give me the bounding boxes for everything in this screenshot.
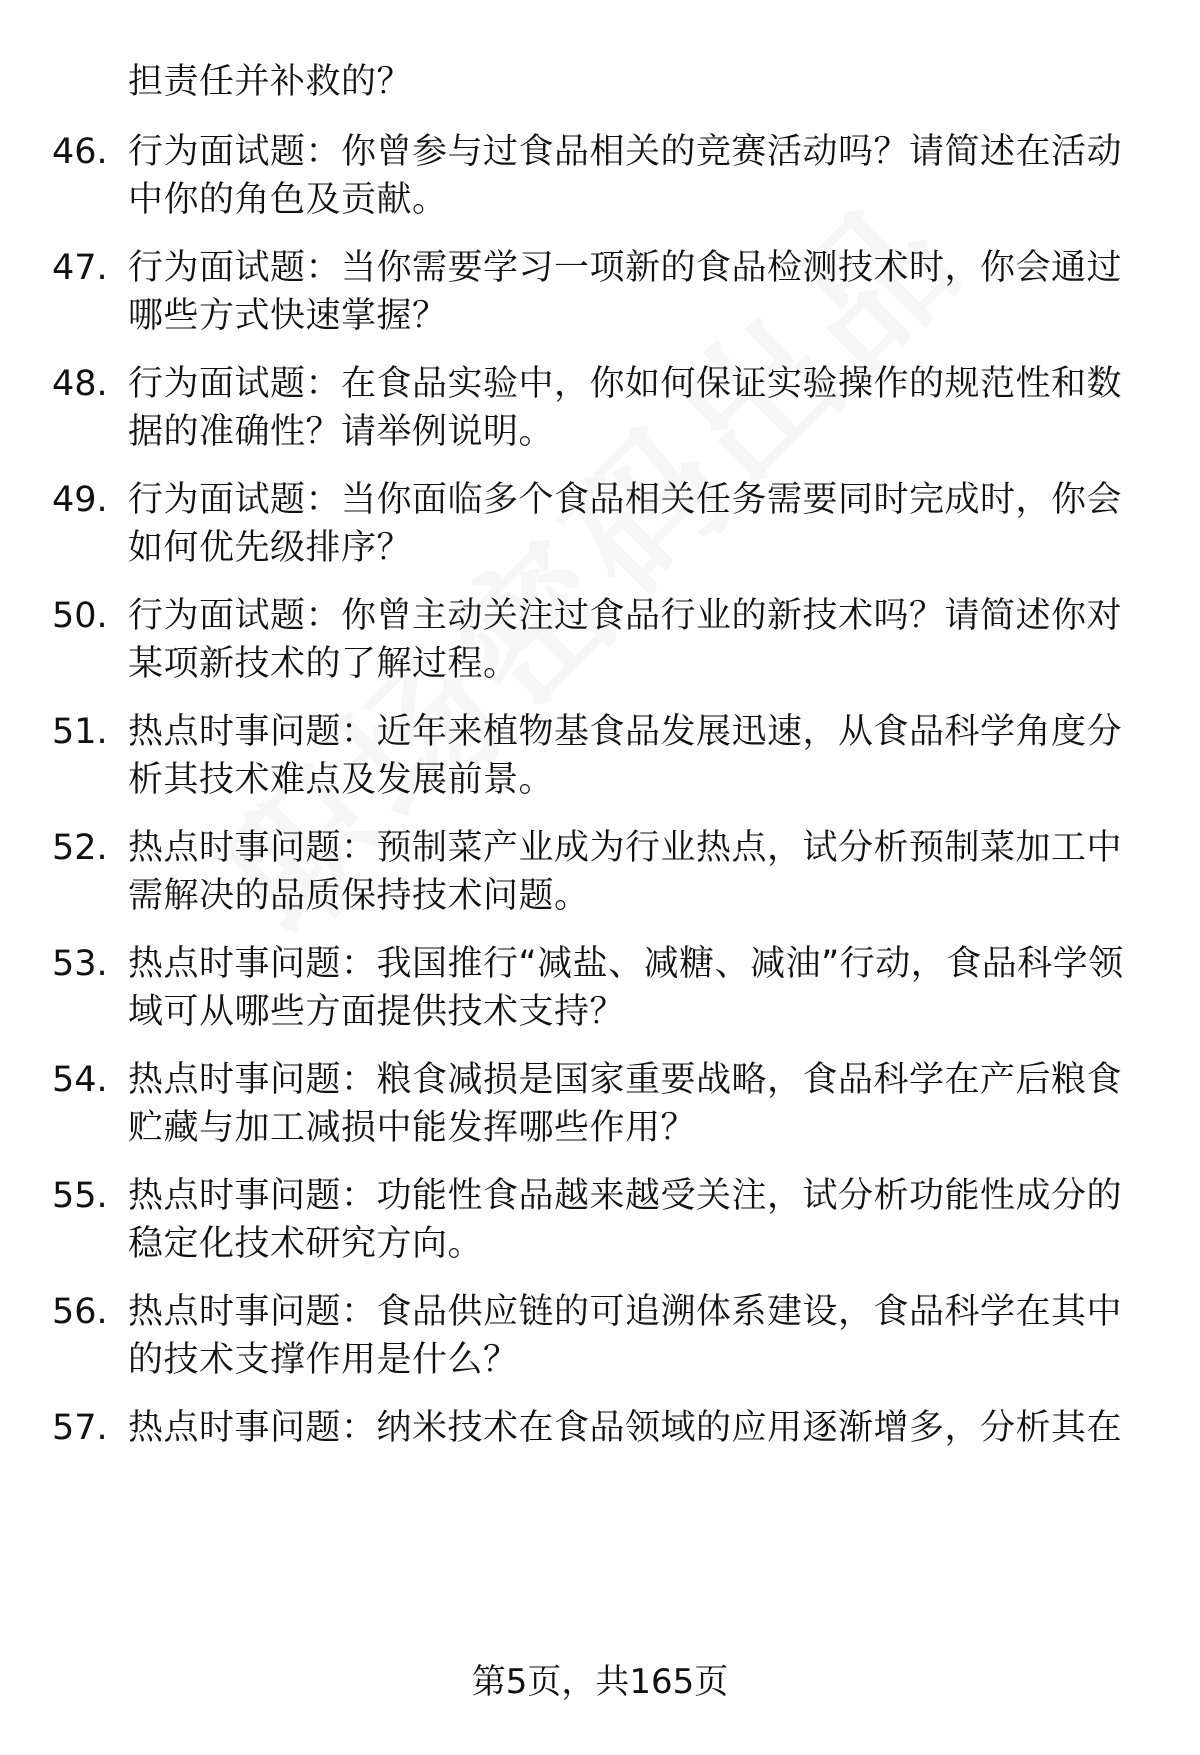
item-text: 行为面试题：当你需要学习一项新的食品检测技术时，你会通过哪些方式快速掌握？ [128,248,1123,336]
item-number: 55. [52,1176,108,1216]
item-text: 热点时事问题：功能性食品越来越受关注，试分析功能性成分的稳定化技术研究方向。 [128,1176,1123,1264]
item-text: 热点时事问题：我国推行“减盐、减糖、减油”行动，食品科学领域可从哪些方面提供技术支持？ [128,944,1124,1032]
continuation-text: 担责任并补救的？ [128,62,413,102]
item-number: 54. [52,1060,108,1100]
item-text: 热点时事问题：食品供应链的可追溯体系建设，食品科学在其中的技术支撑作用是什么？ [128,1292,1123,1380]
page-footer: 第5页，共165页 [471,1662,729,1702]
item-number: 49. [52,480,108,520]
item-text: 热点时事问题：纳米技术在食品领域的应用逐渐增多，分析其在 [128,1408,1123,1448]
item-number: 52. [52,828,108,868]
item-number: 53. [52,944,108,984]
item-text: 热点时事问题：粮食减损是国家重要战略，食品科学在产后粮食贮藏与加工减损中能发挥哪些作用？ [128,1060,1123,1148]
item-text: 行为面试题：当你面临多个食品相关任务需要同时完成时，你会如何优先级排序？ [128,480,1123,568]
item-number: 48. [52,364,108,404]
item-number: 46. [52,132,108,172]
item-text: 热点时事问题：近年来植物基食品发展迅速，从食品科学角度分析其技术难点及发展前景。 [128,712,1123,800]
item-number: 57. [52,1408,108,1448]
item-text: 行为面试题：你曾参与过食品相关的竞赛活动吗？请简述在活动中你的角色及贡献。 [128,132,1123,220]
item-number: 50. [52,596,108,636]
item-number: 56. [52,1292,108,1332]
item-text: 热点时事问题：预制菜产业成为行业热点，试分析预制菜加工中需解决的品质保持技术问题。 [128,828,1123,916]
item-number: 51. [52,712,108,752]
item-number: 47. [52,248,108,288]
item-text: 行为面试题：你曾主动关注过食品行业的新技术吗？请简述你对某项新技术的了解过程。 [128,596,1123,684]
item-text: 行为面试题：在食品实验中，你如何保证实验操作的规范性和数据的准确性？请举例说明。 [128,364,1123,452]
